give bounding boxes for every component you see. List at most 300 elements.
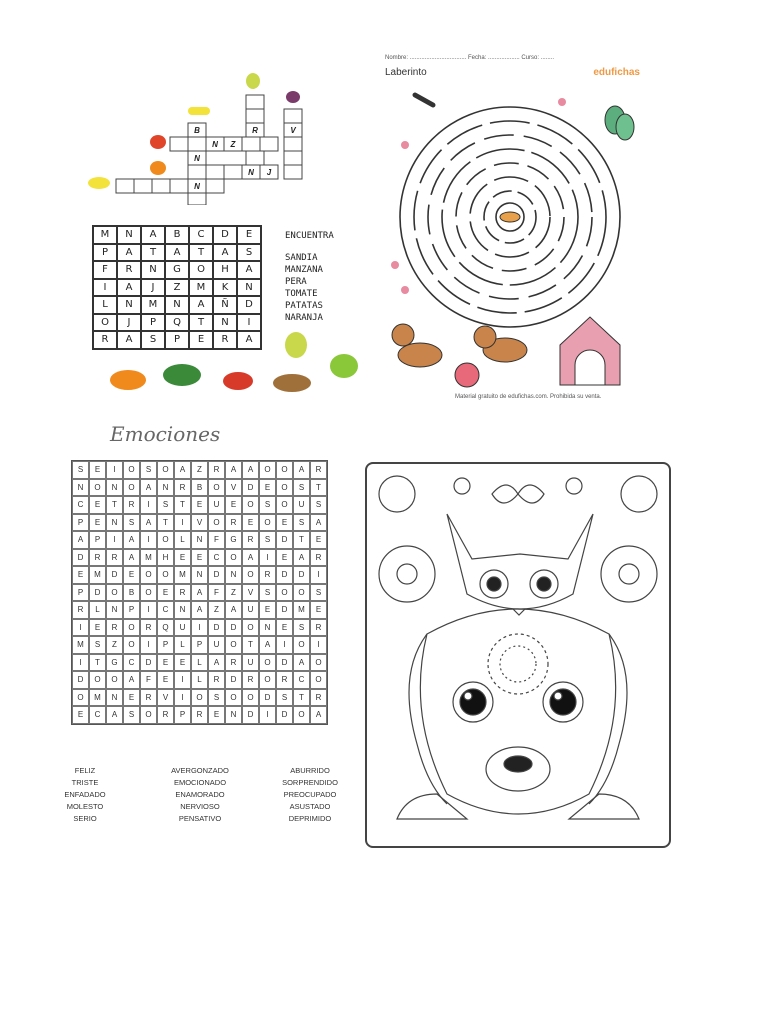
grid-letter: I [93, 279, 117, 297]
grid-letter: J [117, 314, 141, 332]
grid-letter: D [259, 689, 276, 707]
grid-letter: M [141, 296, 165, 314]
grid-letter: B [191, 479, 208, 497]
grid-letter: N [117, 296, 141, 314]
grid-letter: O [259, 461, 276, 479]
emotions-title: Emociones [110, 422, 221, 446]
emotion-word: AVERGONZADO [171, 766, 229, 775]
fruit-row [105, 360, 365, 395]
grid-letter: A [293, 461, 310, 479]
crossword-letter: N [212, 139, 218, 149]
grid-letter: R [72, 601, 89, 619]
grid-letter: O [157, 531, 174, 549]
grid-letter: D [225, 619, 242, 637]
grid-letter: F [208, 584, 225, 602]
grid-letter: M [174, 566, 191, 584]
grid-letter: U [293, 496, 310, 514]
grid-letter: R [208, 671, 225, 689]
grid-letter: A [189, 296, 213, 314]
grid-letter: N [174, 601, 191, 619]
grid-letter: S [293, 619, 310, 637]
grid-letter: O [293, 636, 310, 654]
grid-letter: R [191, 706, 208, 724]
grid-letter: L [191, 654, 208, 672]
grid-letter: R [310, 619, 327, 637]
find-word: NARANJA [285, 313, 323, 323]
grid-letter: A [242, 461, 259, 479]
grid-letter: O [242, 689, 259, 707]
emotion-word: MOLESTO [66, 802, 104, 811]
grid-letter: E [157, 584, 174, 602]
grid-letter: E [89, 514, 106, 532]
crossword-letter: R [252, 125, 258, 135]
grid-letter: N [157, 479, 174, 497]
grid-letter: R [225, 654, 242, 672]
grid-letter: E [310, 601, 327, 619]
grid-letter: R [140, 619, 157, 637]
grid-letter: I [72, 619, 89, 637]
grid-letter: I [259, 549, 276, 567]
grid-letter: E [191, 549, 208, 567]
grid-letter: S [140, 461, 157, 479]
grid-letter: P [191, 636, 208, 654]
grid-letter: G [106, 654, 123, 672]
grid-letter: Z [208, 601, 225, 619]
grid-letter: R [208, 461, 225, 479]
grid-letter: A [117, 279, 141, 297]
emotions-word-column [155, 765, 245, 825]
grid-letter: E [123, 566, 140, 584]
emotion-word: ENAMORADO [175, 790, 225, 799]
grid-letter: P [123, 601, 140, 619]
grid-letter: A [310, 514, 327, 532]
grid-letter: R [174, 584, 191, 602]
grid-letter: Z [191, 461, 208, 479]
grid-letter: O [123, 461, 140, 479]
grid-letter: Z [106, 636, 123, 654]
grid-letter: I [237, 314, 261, 332]
grid-letter: I [191, 619, 208, 637]
grid-letter: I [259, 706, 276, 724]
grid-letter: V [157, 689, 174, 707]
find-word-list [285, 230, 365, 324]
grid-letter: D [72, 671, 89, 689]
grid-letter: A [123, 671, 140, 689]
grid-letter: A [123, 549, 140, 567]
bone-icon [415, 95, 433, 105]
grid-letter: N [225, 706, 242, 724]
grid-letter: A [117, 331, 141, 349]
grid-letter: N [259, 619, 276, 637]
grid-letter: S [141, 331, 165, 349]
grid-letter: P [165, 331, 189, 349]
grid-letter: O [89, 671, 106, 689]
grid-letter: U [174, 619, 191, 637]
grid-letter: S [310, 496, 327, 514]
grid-letter: I [174, 689, 191, 707]
grid-letter: U [242, 654, 259, 672]
emotion-word: ASUSTADO [289, 802, 331, 811]
grid-letter: R [106, 619, 123, 637]
grid-letter: D [276, 654, 293, 672]
grid-letter: T [141, 244, 165, 262]
grid-letter: C [123, 654, 140, 672]
grid-letter: I [310, 566, 327, 584]
grid-letter: S [293, 514, 310, 532]
grid-letter: V [225, 479, 242, 497]
grid-letter: F [93, 261, 117, 279]
emotion-word: SERIO [73, 814, 97, 823]
grid-letter: O [225, 636, 242, 654]
grid-letter: T [293, 689, 310, 707]
grid-letter: A [106, 706, 123, 724]
grid-letter: A [293, 549, 310, 567]
grid-letter: M [189, 279, 213, 297]
grid-letter: O [140, 584, 157, 602]
grid-letter: S [72, 461, 89, 479]
grid-letter: S [208, 689, 225, 707]
grid-letter: D [72, 549, 89, 567]
grid-letter: T [189, 244, 213, 262]
grid-letter: A [174, 461, 191, 479]
grid-letter: C [293, 671, 310, 689]
emotion-word: PREOCUPADO [283, 790, 337, 799]
grid-letter: S [276, 689, 293, 707]
grid-letter: P [72, 514, 89, 532]
grid-letter: O [310, 671, 327, 689]
emotion-word: ENFADADO [64, 790, 106, 799]
pear-icon [285, 332, 307, 358]
grid-letter: R [225, 514, 242, 532]
orange-icon [110, 370, 146, 390]
grid-letter: M [89, 566, 106, 584]
grid-letter: Q [165, 314, 189, 332]
grid-letter: E [189, 331, 213, 349]
grid-letter: A [237, 261, 261, 279]
grid-letter: C [89, 706, 106, 724]
emotion-word: TRISTE [71, 778, 99, 787]
orange-icon [150, 161, 166, 175]
find-word: SANDIA [285, 253, 318, 263]
grid-letter: I [140, 531, 157, 549]
grid-letter: H [157, 549, 174, 567]
grid-letter: O [191, 689, 208, 707]
grid-letter: R [106, 549, 123, 567]
grid-letter: L [174, 531, 191, 549]
grid-letter: E [191, 496, 208, 514]
grid-letter: S [123, 706, 140, 724]
grid-letter: J [141, 279, 165, 297]
grid-letter: O [242, 619, 259, 637]
grid-letter: O [293, 706, 310, 724]
banana-icon [188, 107, 210, 115]
grid-letter: S [157, 496, 174, 514]
food-bowl-icon [500, 212, 520, 222]
grid-letter: N [72, 479, 89, 497]
grid-letter: R [213, 331, 237, 349]
grid-letter: S [89, 636, 106, 654]
grid-letter: V [191, 514, 208, 532]
grid-letter: R [140, 689, 157, 707]
grid-letter: I [276, 636, 293, 654]
maze-icon [375, 45, 645, 405]
grid-letter: E [276, 514, 293, 532]
grid-letter: Z [225, 584, 242, 602]
grid-letter: T [157, 514, 174, 532]
worksheet-header: Nombre: .................................. Fecha: ................... Curso: ........ [385, 55, 555, 61]
grid-letter: I [140, 636, 157, 654]
grid-letter: O [225, 549, 242, 567]
grid-letter: N [165, 296, 189, 314]
grid-letter: E [237, 226, 261, 244]
grid-letter: C [157, 601, 174, 619]
emotion-word: ABURRIDO [290, 766, 330, 775]
grid-letter: S [123, 514, 140, 532]
grid-letter: S [293, 479, 310, 497]
grid-letter: O [225, 689, 242, 707]
emotions-word-column [55, 765, 115, 825]
grid-letter: R [310, 549, 327, 567]
grid-letter: H [213, 261, 237, 279]
grid-letter: D [276, 706, 293, 724]
grid-letter: S [259, 531, 276, 549]
pear-icon [246, 73, 260, 89]
grid-letter: D [213, 226, 237, 244]
grid-letter: O [293, 584, 310, 602]
find-title: ENCUENTRA [285, 231, 334, 241]
grid-letter: G [225, 531, 242, 549]
emotion-word: FELIZ [74, 766, 96, 775]
grid-letter: P [72, 584, 89, 602]
grid-letter: O [123, 619, 140, 637]
grid-letter: O [310, 654, 327, 672]
grid-letter: A [259, 636, 276, 654]
maze-worksheet [375, 45, 645, 405]
watermelon-icon [163, 364, 201, 386]
grid-letter: S [259, 584, 276, 602]
crossword-letter: N [248, 167, 254, 177]
potato-icon [273, 374, 311, 392]
apple-icon [330, 354, 358, 378]
grid-letter: O [259, 671, 276, 689]
grid-letter: A [165, 244, 189, 262]
grid-letter: N [106, 479, 123, 497]
grid-letter: Ñ [213, 296, 237, 314]
grid-letter: O [123, 479, 140, 497]
grid-letter: O [276, 461, 293, 479]
crossword-letter: J [266, 167, 272, 177]
grid-letter: I [140, 496, 157, 514]
grid-letter: P [174, 706, 191, 724]
crossword-letter: N [194, 153, 200, 163]
crossword-puzzle [80, 65, 370, 205]
grid-letter: E [276, 619, 293, 637]
grid-letter: A [213, 244, 237, 262]
grid-letter: E [225, 496, 242, 514]
grid-letter: S [310, 584, 327, 602]
grid-letter: A [117, 244, 141, 262]
crossword-letter: B [194, 125, 200, 135]
grid-letter: M [93, 226, 117, 244]
grid-letter: N [117, 226, 141, 244]
grid-letter: T [189, 314, 213, 332]
grid-letter: O [140, 566, 157, 584]
grid-letter: E [89, 496, 106, 514]
grid-letter: I [106, 531, 123, 549]
grid-letter: T [174, 496, 191, 514]
grid-letter: C [72, 496, 89, 514]
plum-icon [286, 91, 300, 103]
coloring-page [365, 462, 671, 848]
grid-letter: A [72, 531, 89, 549]
grid-letter: R [276, 671, 293, 689]
grid-letter: N [191, 531, 208, 549]
grid-letter: O [89, 479, 106, 497]
grid-letter: D [276, 566, 293, 584]
grid-letter: D [225, 671, 242, 689]
grid-letter: L [93, 296, 117, 314]
grid-letter: O [157, 461, 174, 479]
grid-letter: E [242, 514, 259, 532]
grid-letter: D [208, 566, 225, 584]
worksheet-footer: Material gratuito de edufichas.com. Prohibida su venta. [455, 394, 602, 400]
grid-letter: A [191, 601, 208, 619]
grid-letter: R [310, 461, 327, 479]
grid-letter: S [237, 244, 261, 262]
grid-letter: O [242, 496, 259, 514]
grid-letter: A [237, 331, 261, 349]
grid-letter: T [310, 479, 327, 497]
crossword-letter: V [290, 125, 296, 135]
grid-letter: E [89, 619, 106, 637]
grid-letter: A [310, 706, 327, 724]
edufichas-logo: edufichas [593, 67, 640, 78]
grid-letter: E [276, 549, 293, 567]
grid-letter: P [93, 244, 117, 262]
emotions-word-search [55, 420, 345, 840]
grid-letter: Z [165, 279, 189, 297]
grid-letter: L [191, 671, 208, 689]
grid-letter: Q [157, 619, 174, 637]
grid-letter: B [165, 226, 189, 244]
grid-letter: R [242, 531, 259, 549]
letter-grid [92, 225, 262, 350]
grid-letter: D [140, 654, 157, 672]
worksheet-title: Laberinto [385, 67, 427, 78]
grid-letter: E [310, 531, 327, 549]
grid-letter: O [276, 584, 293, 602]
grid-letter: R [157, 706, 174, 724]
grid-letter: R [93, 331, 117, 349]
grid-letter: O [242, 566, 259, 584]
grid-letter: O [259, 654, 276, 672]
fruit-word-search [92, 225, 264, 350]
grid-letter: G [165, 261, 189, 279]
emotion-word: DEPRIMIDO [288, 814, 332, 823]
grid-letter: N [225, 566, 242, 584]
grid-letter: O [276, 496, 293, 514]
grid-letter: A [242, 549, 259, 567]
find-word: PATATAS [285, 301, 323, 311]
find-word: MANZANA [285, 265, 323, 275]
crossword-letter: N [194, 181, 200, 191]
grid-letter: A [141, 226, 165, 244]
grid-letter: U [208, 636, 225, 654]
dog-icon [398, 343, 442, 367]
grid-letter: A [123, 531, 140, 549]
grid-letter: F [140, 671, 157, 689]
emotion-word: EMOCIONADO [173, 778, 227, 787]
grid-letter: D [106, 566, 123, 584]
grid-letter: C [208, 549, 225, 567]
grid-letter: N [106, 514, 123, 532]
grid-letter: M [140, 549, 157, 567]
grid-letter: E [89, 461, 106, 479]
grid-letter: E [208, 706, 225, 724]
grid-letter: A [140, 514, 157, 532]
grid-letter: I [310, 636, 327, 654]
grid-letter: A [191, 584, 208, 602]
grid-letter: M [293, 601, 310, 619]
grid-letter: L [89, 601, 106, 619]
emotion-word: SORPRENDIDO [282, 778, 338, 787]
grid-letter: B [123, 584, 140, 602]
grid-letter: N [141, 261, 165, 279]
grid-letter: D [208, 619, 225, 637]
grid-letter: E [259, 479, 276, 497]
ball-icon [455, 363, 479, 387]
grid-letter: R [310, 689, 327, 707]
grid-letter: F [208, 531, 225, 549]
grid-letter: S [259, 496, 276, 514]
emotions-word-column [275, 765, 345, 825]
grid-letter: N [106, 689, 123, 707]
grid-letter: I [140, 601, 157, 619]
grid-letter: O [106, 671, 123, 689]
grid-letter: D [242, 706, 259, 724]
grid-letter: I [72, 654, 89, 672]
crossword-letter: Z [230, 139, 236, 149]
grid-letter: O [140, 706, 157, 724]
grid-letter: E [259, 601, 276, 619]
grid-letter: D [242, 479, 259, 497]
grid-letter: P [141, 314, 165, 332]
grid-letter: A [140, 479, 157, 497]
grid-letter: E [157, 671, 174, 689]
grid-letter: E [72, 566, 89, 584]
emotion-word: NERVIOSO [180, 802, 220, 811]
grid-letter: A [293, 654, 310, 672]
grid-letter: L [174, 636, 191, 654]
grid-letter: K [213, 279, 237, 297]
find-word: PERA [285, 277, 307, 287]
grid-letter: R [259, 566, 276, 584]
grid-letter: O [123, 636, 140, 654]
grid-letter: R [242, 671, 259, 689]
grid-letter: M [89, 689, 106, 707]
lemon-icon [88, 177, 110, 189]
grid-letter: R [89, 549, 106, 567]
crossword-grid [80, 65, 370, 205]
tomato-icon [223, 372, 253, 390]
grid-letter: N [213, 314, 237, 332]
grid-letter: O [106, 584, 123, 602]
emotions-letter-grid [71, 460, 328, 725]
grid-letter: P [157, 636, 174, 654]
grid-letter: O [276, 479, 293, 497]
grid-letter: A [225, 461, 242, 479]
grid-letter: O [208, 514, 225, 532]
